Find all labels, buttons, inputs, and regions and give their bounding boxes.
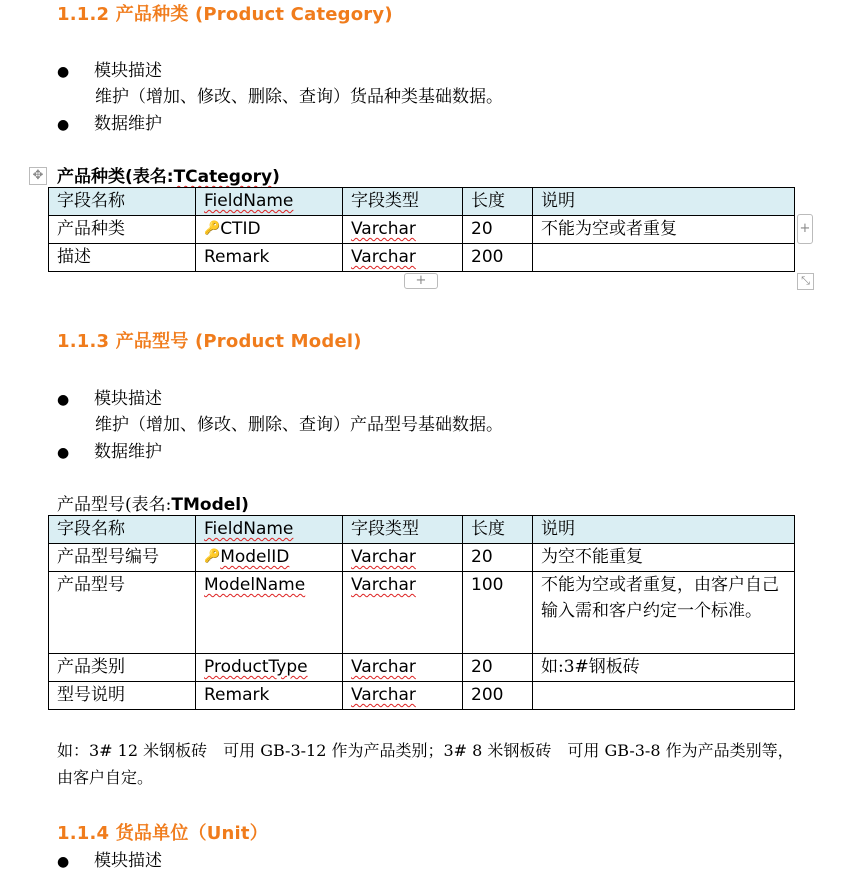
cell-name: 产品型号编号	[49, 544, 196, 572]
category-table	[48, 187, 795, 272]
cell-type: Varchar	[343, 544, 463, 572]
header-cell: FieldName	[196, 516, 343, 544]
add-column-button[interactable]: +	[797, 214, 813, 244]
cell-note	[533, 682, 795, 710]
cell-field: ProductType	[196, 654, 343, 682]
cell-type: Varchar	[343, 572, 463, 654]
cell-field: 🔑CTID	[196, 216, 343, 244]
bullet-module-description	[57, 846, 162, 871]
table-row	[49, 244, 795, 272]
bullet-dot: ●	[57, 117, 70, 133]
header-cell: 字段名称	[49, 188, 196, 216]
header-cell: 长度	[463, 188, 533, 216]
cell-name: 产品型号	[49, 572, 196, 654]
caption-table-name: TCategory	[173, 167, 273, 187]
model-table	[48, 515, 795, 710]
add-row-button[interactable]: +	[404, 273, 438, 289]
table-row	[49, 216, 795, 244]
cell-type: Varchar	[343, 244, 463, 272]
cell-name: 产品种类	[49, 216, 196, 244]
bullet-label: 模块描述	[94, 61, 162, 81]
header-cell: 长度	[463, 516, 533, 544]
section-heading-product-category: 1.1.2 产品种类 (Product Category)	[57, 4, 393, 25]
bullet-dot: ●	[57, 445, 70, 461]
cell-type: Varchar	[343, 216, 463, 244]
caption-suffix: )	[272, 167, 280, 187]
header-cell: 说明	[533, 516, 795, 544]
table-row	[49, 572, 795, 654]
cell-length: 20	[463, 544, 533, 572]
bullet-module-description	[57, 384, 162, 409]
cell-length: 20	[463, 654, 533, 682]
cell-field: Remark	[196, 244, 343, 272]
cell-name: 描述	[49, 244, 196, 272]
cell-type: Varchar	[343, 682, 463, 710]
table-header-row	[49, 516, 795, 544]
cell-note: 如:3#钢板砖	[533, 654, 795, 682]
header-cell: 字段类型	[343, 188, 463, 216]
section-heading-unit: 1.1.4 货品单位（Unit）	[57, 823, 268, 844]
cell-length: 200	[463, 244, 533, 272]
table-resize-icon[interactable]: ⤡	[797, 273, 814, 290]
module-description-text: 维护（增加、修改、删除、查询）货品种类基础数据。	[95, 87, 503, 107]
cell-name: 型号说明	[49, 682, 196, 710]
cell-length: 200	[463, 682, 533, 710]
header-cell: FieldName	[196, 188, 343, 216]
bullet-dot: ●	[57, 392, 70, 408]
bullet-dot: ●	[57, 854, 70, 870]
bullet-dot: ●	[57, 64, 70, 80]
caption-suffix: )	[241, 495, 249, 515]
cell-field: Remark	[196, 682, 343, 710]
cell-name: 产品类别	[49, 654, 196, 682]
table-move-handle-icon[interactable]: ✥	[29, 167, 47, 185]
module-description-text: 维护（增加、修改、删除、查询）产品型号基础数据。	[95, 415, 503, 435]
cell-note: 不能为空或者重复，由客户自己输入需和客户约定一个标准。	[533, 572, 795, 654]
caption-table-name: TModel	[171, 495, 242, 515]
caption-prefix-plain: 产品型号(表名:	[57, 495, 172, 515]
header-cell: 字段类型	[343, 516, 463, 544]
bullet-data-maintenance	[57, 109, 162, 134]
caption-prefix: 产品种类(表名:	[57, 167, 174, 187]
bullet-module-description	[57, 56, 162, 81]
primary-key-icon: 🔑	[204, 221, 221, 236]
cell-note: 为空不能重复	[533, 544, 795, 572]
bullet-label: 数据维护	[94, 442, 162, 462]
cell-field: 🔑ModelID	[196, 544, 343, 572]
header-cell: 字段名称	[49, 516, 196, 544]
table-row	[49, 544, 795, 572]
cell-note	[533, 244, 795, 272]
section-heading-product-model: 1.1.3 产品型号 (Product Model)	[57, 331, 362, 352]
bullet-label: 模块描述	[94, 389, 162, 409]
table-row	[49, 682, 795, 710]
header-cell: 说明	[533, 188, 795, 216]
cell-length: 100	[463, 572, 533, 654]
table-row	[49, 654, 795, 682]
primary-key-icon: 🔑	[204, 549, 221, 564]
bullet-label: 模块描述	[94, 851, 162, 871]
example-note-paragraph: 如：3# 12 米钢板砖 可用 GB-3-12 作为产品类别；3# 8 米钢板砖 可用 GB-3-8 作为产品类别等，由客户自定。	[57, 741, 794, 787]
bullet-label: 数据维护	[94, 114, 162, 134]
cell-type: Varchar	[343, 654, 463, 682]
cell-field: ModelName	[196, 572, 343, 654]
table-header-row	[49, 188, 795, 216]
cell-length: 20	[463, 216, 533, 244]
table-caption-model	[57, 490, 249, 515]
bullet-data-maintenance	[57, 437, 162, 462]
table-caption-category	[57, 162, 280, 187]
cell-note: 不能为空或者重复	[533, 216, 795, 244]
